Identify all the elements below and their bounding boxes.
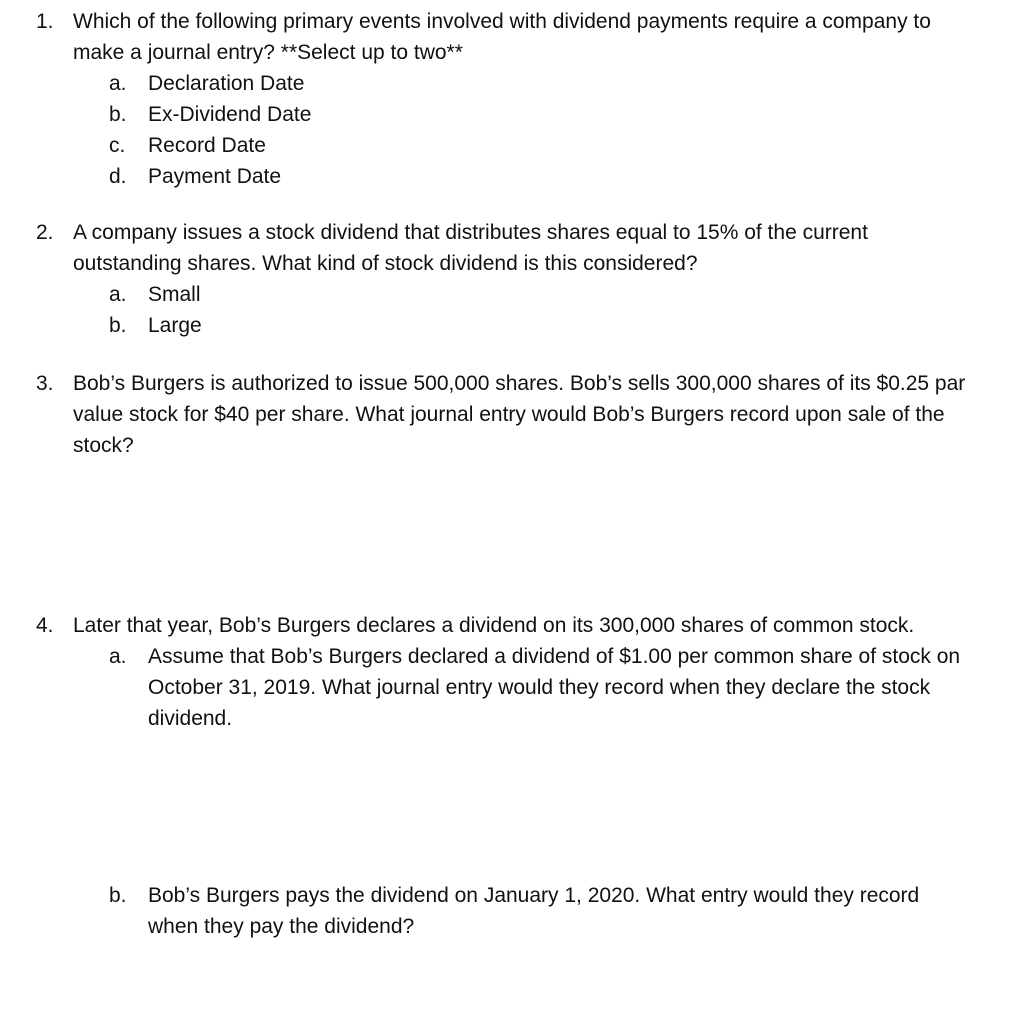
question-3	[36, 368, 976, 461]
question-number: 4.	[36, 614, 54, 637]
option-text: Declaration Date	[148, 72, 305, 95]
question-text: A company issues a stock dividend that distributes shares equal to 15% of the current outstanding shares. What kind of stock dividend is this considered?	[73, 221, 868, 275]
option-a	[109, 279, 976, 310]
answer-options	[109, 279, 976, 341]
sub-question-a	[109, 641, 976, 734]
option-letter: b.	[109, 314, 127, 337]
question-text: Later that year, Bob’s Burgers declares a dividend on its 300,000 shares of common stock.	[73, 614, 915, 637]
option-letter: a.	[109, 283, 127, 306]
question-number: 3.	[36, 372, 54, 395]
question-text: Bob’s Burgers is authorized to issue 500,000 shares. Bob’s sells 300,000 shares of its $0.25 par value stock for $40 per share. What journal entry would Bob’s Burgers record upon sale of the stock?	[73, 372, 966, 457]
option-text: Payment Date	[148, 165, 282, 188]
answer-options	[109, 68, 976, 192]
option-letter: d.	[109, 165, 127, 188]
sub-questions	[109, 641, 976, 734]
option-b	[109, 99, 976, 130]
option-text: Small	[148, 283, 201, 306]
sub-question-text: Bob’s Burgers pays the dividend on January 1, 2020. What entry would they record when they pay the dividend?	[148, 884, 920, 938]
sub-question-letter: b.	[109, 884, 127, 907]
option-a	[109, 68, 976, 99]
sub-question-b	[109, 880, 929, 942]
option-b	[109, 310, 976, 341]
sub-question-text: Assume that Bob’s Burgers declared a dividend of $1.00 per common share of stock on October 31, 2019. What journal entry would they record when they declare the stock dividend.	[148, 645, 961, 730]
option-d	[109, 161, 976, 192]
question-number: 2.	[36, 221, 54, 244]
sub-question-letter: a.	[109, 645, 127, 668]
option-letter: b.	[109, 103, 127, 126]
option-text: Large	[148, 314, 202, 337]
option-text: Ex-Dividend Date	[148, 103, 312, 126]
option-letter: c.	[109, 134, 126, 157]
option-letter: a.	[109, 72, 127, 95]
question-2	[36, 217, 976, 341]
question-1	[36, 6, 976, 192]
question-number: 1.	[36, 10, 54, 33]
option-text: Record Date	[148, 134, 266, 157]
option-c	[109, 130, 976, 161]
question-text: Which of the following primary events involved with dividend payments require a company to make a journal entry? **Select up to two**	[73, 10, 931, 64]
question-4	[36, 610, 976, 734]
